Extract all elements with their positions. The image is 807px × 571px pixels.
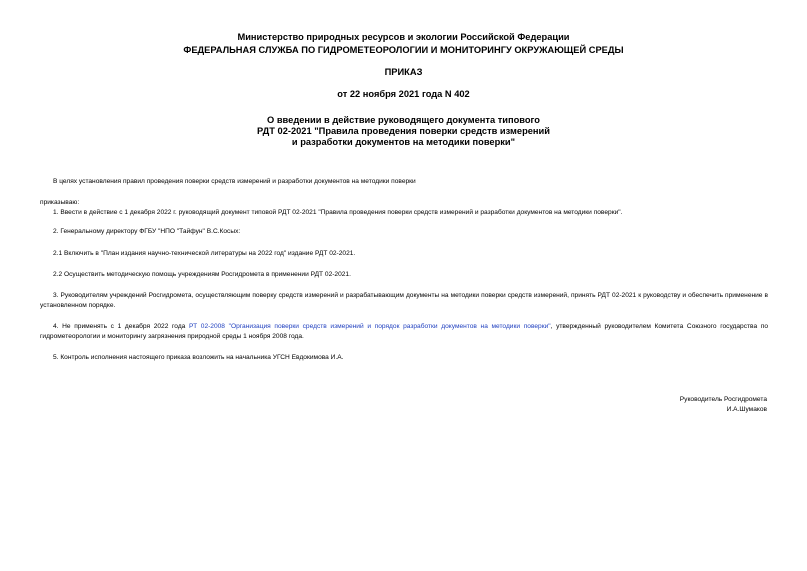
- signature-name: И.А.Шумаков: [726, 406, 767, 413]
- order-word: приказываю:: [40, 199, 80, 206]
- document-title-line-2: РДТ 02-2021 "Правила проведения поверки средств измерений: [257, 126, 550, 136]
- order-item-4: [40, 322, 768, 342]
- order-item-4-suffix: , утвержденный руководителем Комитета Союзного государства по гидрометеорологии и мониторингу загрязнения природной среды 1 ноября 2008 года.: [40, 323, 768, 340]
- signature-position: Руководитель Росгидромета: [679, 396, 767, 403]
- document-title-line-1: О введении в действие руководящего документа типового: [267, 115, 540, 125]
- order-item-2: 2. Генеральному директору ФГБУ "НПО "Тайфун" В.С.Косых:: [53, 228, 241, 235]
- order-item-3: 3. Руководителям учреждений Росгидромета, осуществляющим поверку средств измерений и разрабатывающим документы на методики поверки средств измерений, принять РДТ 02-2021 к руководству и обеспечить применение в установленном порядке.: [40, 292, 768, 309]
- link-title: "Организация поверки средств измерений и порядок разработки документов на методики поверки": [228, 323, 551, 330]
- ministry-name: Министерство природных ресурсов и экологии Российской Федерации: [237, 32, 570, 42]
- link-code: РТ 02-2008: [189, 323, 225, 330]
- order-item-2-1: 2.1 Включить в "План издания научно-технической литературы на 2022 год" издание РДТ 02-2021.: [53, 250, 356, 257]
- order-item-1: 1. Ввести в действие с 1 декабря 2022 г. руководящий документ типовой РДТ 02-2021 "Правила проведения поверки средств измерений и разработки документов на методики поверки".: [53, 209, 623, 216]
- document-link-rt-02-2008[interactable]: [189, 323, 551, 330]
- order-item-2-2: 2.2 Осуществить методическую помощь учреждениям Росгидромета в применении РДТ 02-2021.: [53, 271, 351, 278]
- order-item-4-prefix: 4. Не применять с 1 декабря 2022 года: [53, 323, 189, 330]
- service-name: ФЕДЕРАЛЬНАЯ СЛУЖБА ПО ГИДРОМЕТЕОРОЛОГИИ И МОНИТОРИНГУ ОКРУЖАЮЩЕЙ СРЕДЫ: [183, 45, 624, 55]
- document-type: ПРИКАЗ: [384, 67, 423, 77]
- preamble-paragraph: В целях установления правил проведения поверки средств измерений и разработки документов на методики поверки: [53, 178, 416, 185]
- order-item-5: 5. Контроль исполнения настоящего приказа возложить на начальника УГСН Евдокимова И.А.: [53, 354, 344, 361]
- document-title-line-3: и разработки документов на методики поверки": [291, 137, 516, 147]
- document-date-number: от 22 ноября 2021 года N 402: [337, 89, 470, 99]
